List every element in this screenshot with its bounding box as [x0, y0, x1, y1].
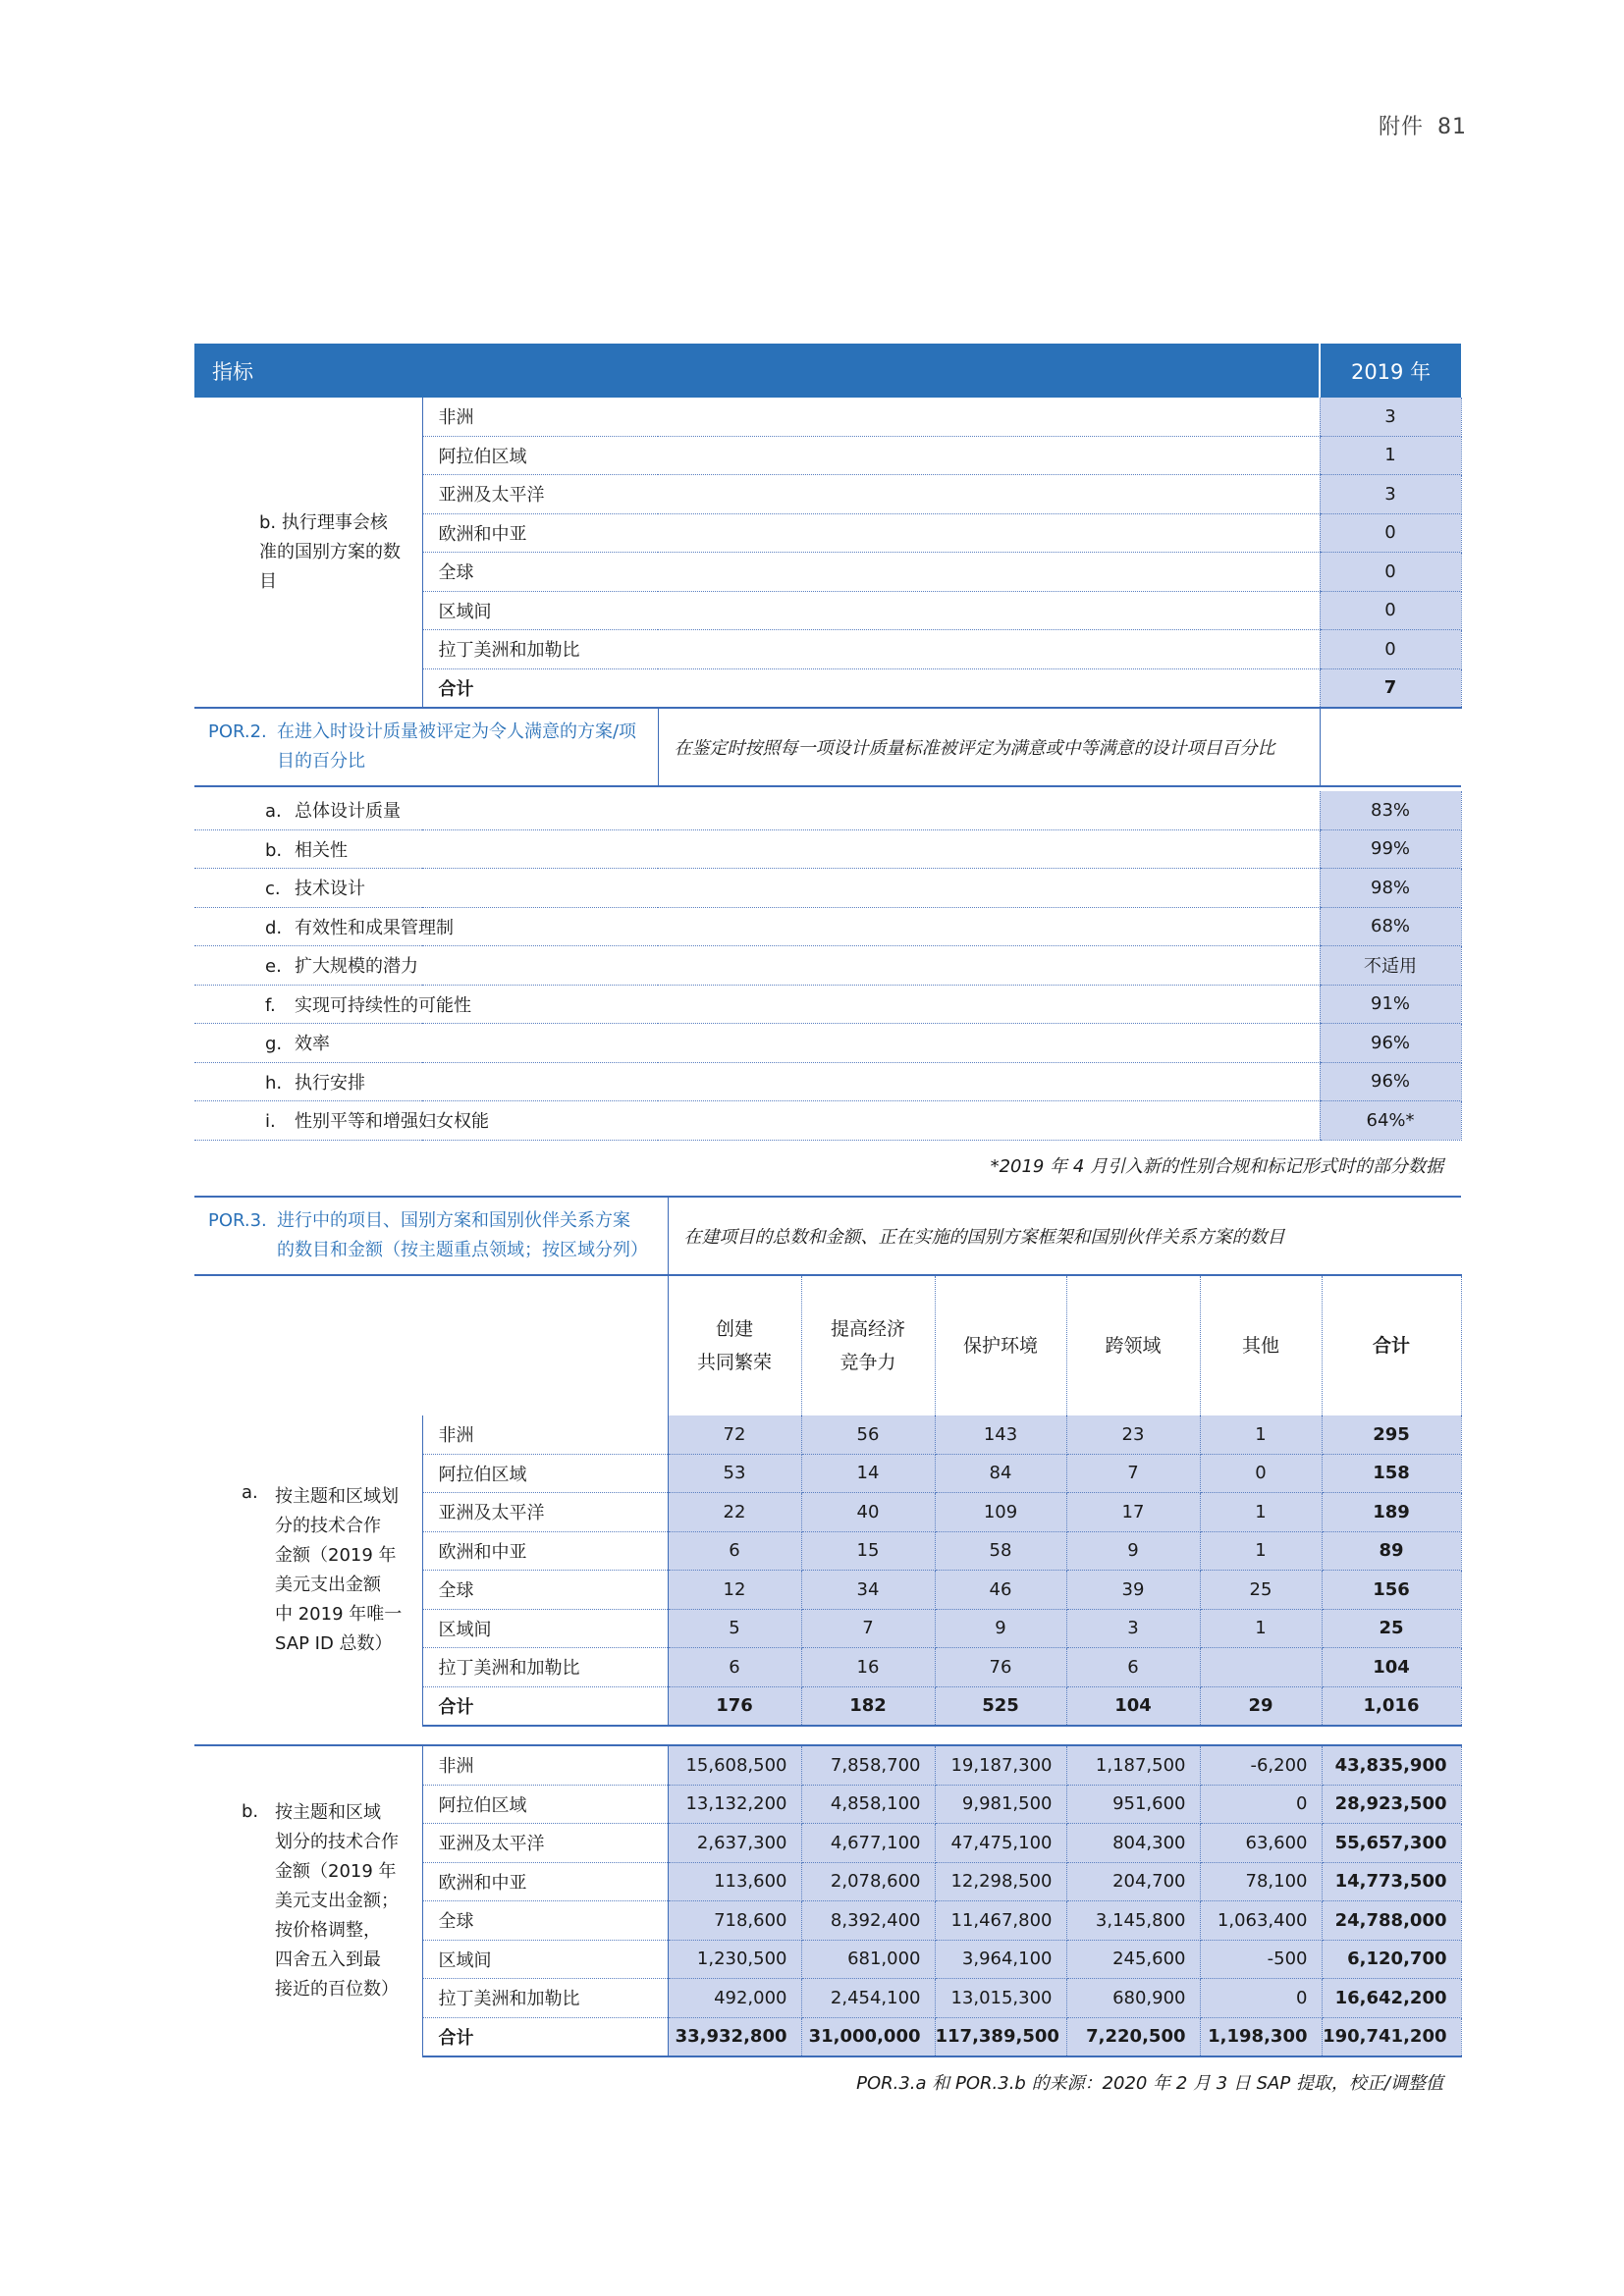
table-row [194, 869, 1461, 908]
value-cell: 104 [1066, 1686, 1200, 1726]
value-cell: 1,063,400 [1200, 1901, 1322, 1941]
value-cell: 31,000,000 [801, 2017, 935, 2056]
group-label-line: 美元支出金额 [275, 1575, 381, 1595]
value-cell: 182 [801, 1686, 935, 1726]
criterion-label [194, 985, 1320, 1024]
value-cell: 33,932,800 [668, 2017, 801, 2056]
value-cell: 6 [668, 1648, 801, 1687]
criterion-label [194, 1024, 1320, 1063]
group-label-line: 金额（2019 年 [275, 1545, 397, 1566]
part-b-group-label: b. 执行理事会核准的国别方案的数目 [194, 398, 422, 708]
value-cell: 3 [1066, 1609, 1200, 1648]
table-row [194, 1024, 1461, 1063]
year-header: 2019 年 [1320, 344, 1461, 398]
value-cell: 16,642,200 [1322, 1979, 1461, 2018]
table-row [194, 398, 1461, 436]
value-cell: 1 [1200, 1415, 1322, 1454]
value-cell: 29 [1200, 1686, 1322, 1726]
value-cell: 2,078,600 [801, 1862, 935, 1901]
group-label-line: 接近的百位数） [275, 1979, 399, 2000]
group-label-line: 划分的技术合作 [275, 1832, 399, 1852]
value-cell: 5 [668, 1609, 801, 1648]
region-label: 合计 [422, 1686, 668, 1726]
row-value: 1 [1320, 436, 1461, 475]
row-value: 0 [1320, 591, 1461, 630]
value-cell: 156 [1322, 1571, 1461, 1610]
value-cell: 1 [1200, 1531, 1322, 1571]
por3-a-rows [194, 1415, 1461, 1726]
region-label: 阿拉伯区域 [422, 1785, 668, 1824]
group-letter: a. [242, 1482, 258, 1503]
row-label: 全球 [422, 553, 1320, 592]
value-cell: 4,677,100 [801, 1824, 935, 1863]
value-cell: 13,015,300 [935, 1979, 1066, 2018]
value-cell: 40 [801, 1493, 935, 1532]
por3-column-headers [194, 1275, 1461, 1415]
value-cell: 28,923,500 [1322, 1785, 1461, 1824]
table-row [194, 791, 1461, 829]
region-label: 亚洲及太平洋 [422, 1493, 668, 1532]
value-cell: 158 [1322, 1454, 1461, 1493]
criterion-value: 64%* [1320, 1101, 1461, 1141]
por3-title: 进行中的项目、国别方案和国别伙伴关系方案的数目和金额（按主题重点领域；按区域分列） [277, 1210, 648, 1260]
group-label-line: 美元支出金额； [275, 1891, 399, 1911]
group-label-line: 按主题和区域划 [275, 1486, 399, 1507]
value-cell: 15,608,500 [668, 1745, 801, 1785]
value-cell: 84 [935, 1454, 1066, 1493]
criterion-value: 68% [1320, 907, 1461, 946]
value-cell: 14,773,500 [1322, 1862, 1461, 1901]
value-cell: 6 [1066, 1648, 1200, 1687]
por2-description: 在鉴定时按照每一项设计质量标准被评定为满意或中等满意的设计项目百分比 [658, 708, 1320, 786]
row-value: 7 [1320, 668, 1461, 708]
value-cell: 113,600 [668, 1862, 801, 1901]
criterion-value: 不适用 [1320, 946, 1461, 986]
value-cell: 4,858,100 [801, 1785, 935, 1824]
group-label-line: 四舍五入到最 [275, 1949, 381, 1970]
column-header-line: 其他 [1241, 1335, 1279, 1357]
row-label: 区域间 [422, 591, 1320, 630]
value-cell: 24,788,000 [1322, 1901, 1461, 1941]
value-cell: 804,300 [1066, 1824, 1200, 1863]
value-cell: 1 [1200, 1609, 1322, 1648]
criterion-text: 执行安排 [295, 1072, 365, 1094]
value-cell: 204,700 [1066, 1862, 1200, 1901]
por2-code: POR.2. [208, 721, 267, 742]
criterion-label [194, 907, 1320, 946]
criterion-text: 效率 [295, 1034, 330, 1055]
region-label: 区域间 [422, 1609, 668, 1648]
value-cell: 6,120,700 [1322, 1940, 1461, 1979]
value-cell: 0 [1200, 1979, 1322, 2018]
value-cell: 15 [801, 1531, 935, 1571]
value-cell: 14 [801, 1454, 935, 1493]
region-label: 区域间 [422, 1940, 668, 1979]
value-cell: 78,100 [1200, 1862, 1322, 1901]
value-cell: -6,200 [1200, 1745, 1322, 1785]
value-cell: 680,900 [1066, 1979, 1200, 2018]
criterion-text: 技术设计 [295, 879, 365, 900]
value-cell: 19,187,300 [935, 1745, 1066, 1785]
criterion-text: 有效性和成果管理制 [295, 917, 454, 938]
indicator-header: 指标 [194, 344, 1320, 398]
criterion-letter: h. [265, 1072, 283, 1094]
column-header-line: 保护环境 [962, 1335, 1038, 1357]
value-cell: 104 [1322, 1648, 1461, 1687]
criterion-text: 相关性 [295, 839, 348, 861]
column-header [1066, 1275, 1200, 1415]
value-cell: 58 [935, 1531, 1066, 1571]
column-header-line: 跨领域 [1105, 1335, 1162, 1357]
criterion-letter: c. [265, 879, 281, 900]
table-row [194, 1062, 1461, 1101]
group-label-line: 按主题和区域 [275, 1802, 381, 1823]
value-cell: 16 [801, 1648, 935, 1687]
por3-a-group-label [194, 1415, 422, 1726]
column-header [1200, 1275, 1322, 1415]
value-cell: 47,475,100 [935, 1824, 1066, 1863]
value-cell: 39 [1066, 1571, 1200, 1610]
region-label: 全球 [422, 1901, 668, 1941]
group-label-line: 分的技术合作 [275, 1516, 381, 1536]
value-cell: 3,964,100 [935, 1940, 1066, 1979]
value-cell: 9 [935, 1609, 1066, 1648]
column-header [801, 1275, 935, 1415]
value-cell: 189 [1322, 1493, 1461, 1532]
value-cell: 7,220,500 [1066, 2017, 1200, 2056]
por3-table [194, 1196, 1462, 2107]
value-cell: 951,600 [1066, 1785, 1200, 1824]
region-label: 拉丁美洲和加勒比 [422, 1979, 668, 2018]
table-row [194, 1415, 1461, 1454]
criterion-label [194, 1062, 1320, 1101]
value-cell: 9 [1066, 1531, 1200, 1571]
por2-footnote: *2019 年 4 月引入新的性别合规和标记形式时的部分数据 [990, 1155, 1444, 1177]
table-row [194, 946, 1461, 986]
table-row [194, 1101, 1461, 1141]
value-cell: 53 [668, 1454, 801, 1493]
column-header [935, 1275, 1066, 1415]
value-cell: 11,467,800 [935, 1901, 1066, 1941]
value-cell: 13,132,200 [668, 1785, 801, 1824]
por3-code: POR.3. [208, 1210, 267, 1231]
criterion-value: 99% [1320, 829, 1461, 869]
page-number: 附件 81 [1378, 115, 1467, 139]
row-value: 3 [1320, 475, 1461, 514]
column-header [1322, 1275, 1461, 1415]
value-cell: 143 [935, 1415, 1066, 1454]
criterion-letter: g. [265, 1034, 283, 1055]
region-label: 欧洲和中亚 [422, 1862, 668, 1901]
indicator-table [194, 344, 1462, 1190]
value-cell: 72 [668, 1415, 801, 1454]
table-row [194, 907, 1461, 946]
value-cell: 6 [668, 1531, 801, 1571]
table-row [194, 1745, 1461, 1785]
region-label: 非洲 [422, 1415, 668, 1454]
value-cell: 12 [668, 1571, 801, 1610]
region-label: 合计 [422, 2017, 668, 2056]
value-cell: 0 [1200, 1785, 1322, 1824]
value-cell: 7 [801, 1609, 935, 1648]
row-value: 0 [1320, 553, 1461, 592]
criterion-value: 83% [1320, 791, 1461, 829]
region-label: 欧洲和中亚 [422, 1531, 668, 1571]
group-label-line: 按价格调整， [275, 1920, 381, 1941]
row-label: 合计 [422, 668, 1320, 708]
por3-b-rows [194, 1745, 1461, 2056]
region-label: 非洲 [422, 1745, 668, 1785]
value-cell: 25 [1200, 1571, 1322, 1610]
criterion-label [194, 791, 1320, 829]
value-cell: 22 [668, 1493, 801, 1532]
criterion-letter: i. [265, 1111, 276, 1133]
criterion-text: 实现可持续性的可能性 [295, 994, 471, 1016]
value-cell: 3,145,800 [1066, 1901, 1200, 1941]
por2-rows [194, 791, 1461, 1140]
value-cell: 1,016 [1322, 1686, 1461, 1726]
criterion-label [194, 869, 1320, 908]
value-cell: 7,858,700 [801, 1745, 935, 1785]
criterion-value: 98% [1320, 869, 1461, 908]
value-cell: 492,000 [668, 1979, 801, 2018]
row-value: 0 [1320, 630, 1461, 669]
criterion-letter: e. [265, 956, 282, 978]
criterion-text: 总体设计质量 [295, 801, 401, 823]
column-header-line: 共同繁荣 [696, 1352, 772, 1373]
por3-header [194, 1197, 1461, 1275]
group-label-line: 金额（2019 年 [275, 1861, 397, 1882]
value-cell: 76 [935, 1648, 1066, 1687]
group-letter: b. [242, 1801, 259, 1822]
column-header-line: 提高经济 [830, 1318, 905, 1340]
value-cell [1200, 1648, 1322, 1687]
criterion-value: 96% [1320, 1024, 1461, 1063]
group-label-line: 中 2019 年唯一 [275, 1604, 403, 1625]
value-cell: 295 [1322, 1415, 1461, 1454]
value-cell: 56 [801, 1415, 935, 1454]
por3-source: POR.3.a 和 POR.3.b 的来源：2020 年 2 月 3 日 SAP 提取，校正/调整值 [856, 2073, 1443, 2094]
value-cell: 1,198,300 [1200, 2017, 1322, 2056]
criterion-letter: b. [265, 839, 283, 861]
por3-description: 在建项目的总数和金额、正在实施的国别方案框架和国别伙伴关系方案的数目 [668, 1197, 1461, 1275]
value-cell: 109 [935, 1493, 1066, 1532]
value-cell: 117,389,500 [935, 2017, 1066, 2056]
value-cell: 23 [1066, 1415, 1200, 1454]
criterion-label [194, 1101, 1320, 1141]
value-cell: -500 [1200, 1940, 1322, 1979]
row-label: 拉丁美洲和加勒比 [422, 630, 1320, 669]
table-row [194, 829, 1461, 869]
value-cell: 25 [1322, 1609, 1461, 1648]
por2-header [194, 708, 1461, 786]
criterion-letter: a. [265, 801, 282, 823]
value-cell: 55,657,300 [1322, 1824, 1461, 1863]
value-cell: 0 [1200, 1454, 1322, 1493]
group-label-line: SAP ID 总数） [275, 1633, 393, 1654]
value-cell: 63,600 [1200, 1824, 1322, 1863]
por2-title: 在进入时设计质量被评定为令人满意的方案/项目的百分比 [277, 721, 637, 772]
value-cell: 43,835,900 [1322, 1745, 1461, 1785]
row-label: 非洲 [422, 398, 1320, 436]
row-label: 阿拉伯区域 [422, 436, 1320, 475]
region-label: 拉丁美洲和加勒比 [422, 1648, 668, 1687]
value-cell: 190,741,200 [1322, 2017, 1461, 2056]
value-cell: 718,600 [668, 1901, 801, 1941]
row-value: 0 [1320, 513, 1461, 553]
criterion-label [194, 829, 1320, 869]
por3-b-group-label [194, 1745, 422, 2056]
table-header [194, 344, 1461, 398]
value-cell: 89 [1322, 1531, 1461, 1571]
value-cell: 681,000 [801, 1940, 935, 1979]
row-label: 亚洲及太平洋 [422, 475, 1320, 514]
value-cell: 8,392,400 [801, 1901, 935, 1941]
criterion-text: 扩大规模的潜力 [295, 956, 418, 978]
value-cell: 1 [1200, 1493, 1322, 1532]
criterion-value: 91% [1320, 985, 1461, 1024]
value-cell: 1,187,500 [1066, 1745, 1200, 1785]
value-cell: 34 [801, 1571, 935, 1610]
value-cell: 245,600 [1066, 1940, 1200, 1979]
value-cell: 17 [1066, 1493, 1200, 1532]
criterion-label [194, 946, 1320, 986]
row-value: 3 [1320, 398, 1461, 436]
column-header-line: 创建 [715, 1318, 753, 1340]
region-label: 亚洲及太平洋 [422, 1824, 668, 1863]
value-cell: 12,298,500 [935, 1862, 1066, 1901]
criterion-text: 性别平等和增强妇女权能 [295, 1111, 489, 1133]
value-cell: 525 [935, 1686, 1066, 1726]
value-cell: 46 [935, 1571, 1066, 1610]
criterion-letter: d. [265, 917, 283, 938]
value-cell: 176 [668, 1686, 801, 1726]
criterion-value: 96% [1320, 1062, 1461, 1101]
column-header [668, 1275, 801, 1415]
value-cell: 1,230,500 [668, 1940, 801, 1979]
column-header-line: 合计 [1372, 1335, 1410, 1357]
row-label: 欧洲和中亚 [422, 513, 1320, 553]
region-label: 全球 [422, 1571, 668, 1610]
value-cell: 9,981,500 [935, 1785, 1066, 1824]
column-header-line: 竞争力 [839, 1352, 896, 1373]
part-b-rows [194, 398, 1461, 708]
criterion-letter: f. [265, 994, 276, 1016]
value-cell: 2,454,100 [801, 1979, 935, 2018]
table-row [194, 985, 1461, 1024]
value-cell: 2,637,300 [668, 1824, 801, 1863]
value-cell: 7 [1066, 1454, 1200, 1493]
region-label: 阿拉伯区域 [422, 1454, 668, 1493]
